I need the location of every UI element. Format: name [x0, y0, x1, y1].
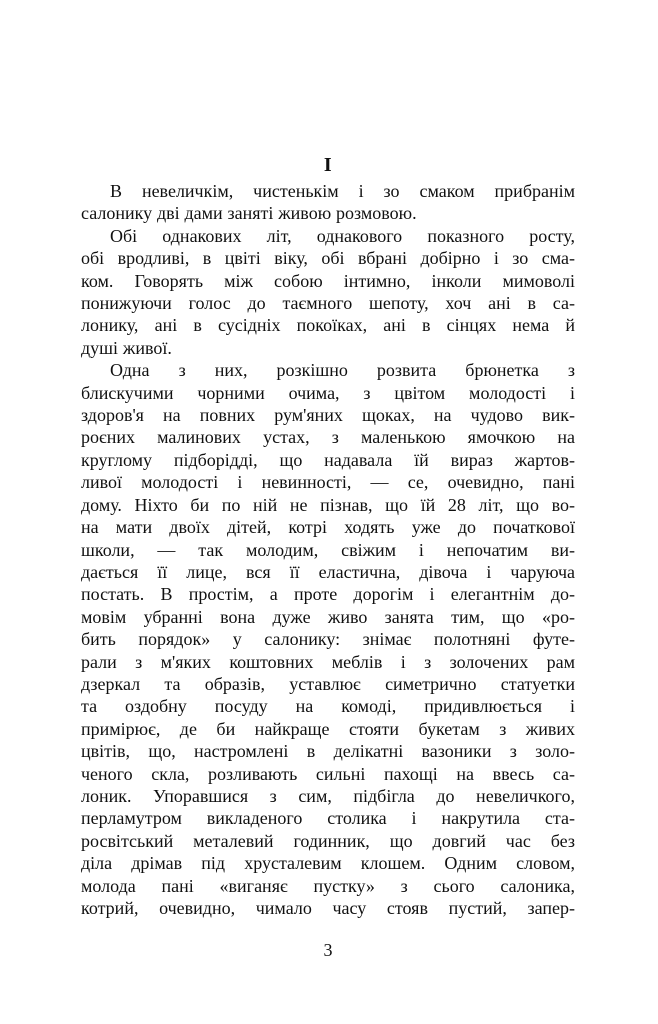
- text-line: ком. Говорять між собою інтимно, інколи мимоволі: [81, 270, 575, 291]
- text-line: на мати двоїх дітей, котрі ходять уже до початкової: [81, 517, 575, 538]
- page-number: 3: [323, 940, 333, 960]
- text-line: Одна з них, розкішно розвита брюнетка з: [110, 360, 575, 381]
- text-block: [81, 155, 575, 919]
- text-line: обі вродливі, в цвіті віку, обі вбрані добірно і зо сма-: [81, 248, 575, 269]
- text-line: душі живої.: [81, 337, 172, 358]
- text-line: котрий, очевидно, чимало часу стояв пустий, запер-: [81, 898, 575, 918]
- text-line: лонику, ані в сусідніх покоїках, ані в сінцях нема й: [81, 315, 575, 336]
- body-text: [81, 180, 575, 919]
- text-line: примірює, де би найкраще стояти букетам з живих: [81, 718, 575, 739]
- text-line: рали з м'яких коштовних меблів і з золочених рам: [81, 651, 575, 672]
- text-line: дається її лице, вся її еластична, дівоча і чаруюча: [81, 561, 575, 582]
- text-line: мовім убранні вона дуже живо занята тим, що «ро-: [81, 606, 575, 627]
- text-line: круглому підборідді, що надавала їй вираз жартов-: [81, 449, 575, 470]
- text-line: школи, — так молодим, свіжим і непочатим ви-: [81, 539, 575, 560]
- text-line: дому. Ніхто би по ній не пізнав, що їй 28 літ, що во-: [81, 494, 575, 515]
- chapter-heading: I: [323, 154, 333, 176]
- text-line: Обі однакових літ, однакового показного росту,: [110, 225, 575, 246]
- text-line: роєних малинових устах, з маленькою ямочкою на: [81, 427, 575, 448]
- paragraph: [81, 225, 575, 359]
- text-line: діла дрімав під хрусталевим клошем. Одним словом,: [81, 853, 575, 874]
- text-line: В невеличкім, чистенькім і зо смаком прибранім: [110, 181, 575, 201]
- text-line: лоник. Упоравшися з сим, підбігла до невеличкого,: [81, 785, 575, 806]
- text-line: та оздобну посуду на комоді, придивлюється і: [81, 696, 575, 717]
- paragraph: [81, 359, 575, 919]
- text-line: блискучими чорними очима, з цвітом молодості і: [81, 382, 575, 403]
- text-line: бить порядок» у салонику: знімає полотняні футе-: [81, 629, 575, 650]
- paragraph: [81, 180, 575, 225]
- text-line: ливої молодості і невинності, — се, очевидно, пані: [81, 472, 575, 493]
- text-line: ченого скла, розливають сильні пахощі на ввесь са-: [81, 763, 575, 784]
- text-line: постать. В простім, а проте дорогім і елегантнім до-: [81, 584, 575, 605]
- text-line: цвітів, що, настромлені в делікатні вазоники з золо-: [81, 741, 575, 762]
- text-line: дзеркал та образів, уставлює симетрично статуетки: [81, 673, 575, 694]
- text-line: молода пані «виганяє пустку» з сього салоника,: [81, 875, 575, 896]
- text-line: салонику дві дами заняті живою розмовою.: [81, 203, 417, 224]
- text-line: росвітський металевий годинник, що довгий час без: [81, 830, 575, 851]
- text-line: здоров'я на повних рум'яних щоках, на чудово вик-: [81, 405, 575, 426]
- text-line: перламутром викладеного столика і накрутила ста-: [81, 808, 575, 829]
- text-line: понижуючи голос до таємного шепоту, хоч ані в са-: [81, 293, 575, 314]
